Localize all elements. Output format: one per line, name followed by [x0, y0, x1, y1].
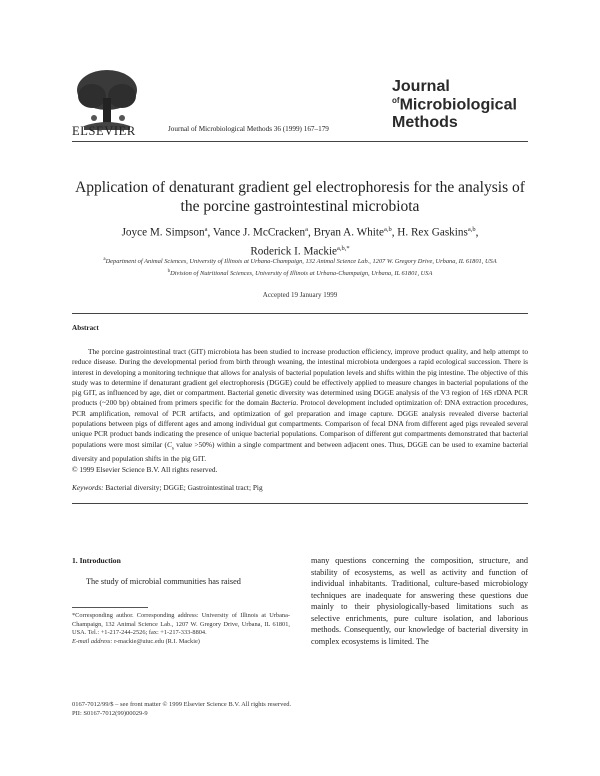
footer-pii: PII: S0167-7012(99)00029-9 [72, 710, 148, 717]
abstract-body: The porcine gastrointestinal tract (GIT) microbiota has been studied to increase production efficiency, improve product quality, and help attempt to reduce disease. During the developmental period from birth through weaning, the intestinal microbiota undergoes a rapid ecological succession. There is interest in developing a monitoring technique that allows for analysis of bacterial population levels and shifts within the pig intestine. The objective of this study was to determine if denaturant gradient gel electrophoresis (DGGE) could be effectively applied to measure changes in bacterial populations of the pig GIT, as influenced by age, diet or compartment. Bacterial genetic diversity was determined using DGGE analysis of the V3 region of 16S rDNA PCR products (~200 bp) obtained from primers specific for the domain Bacteria. Protocol development included optimization of: DNA extraction procedures, PCR amplification, removal of PCR artifacts, and optimization of gel preparation and image capture. DGGE analysis revealed diverse bacterial populations between pigs of different ages and among individual gut compartments. Comparison of fecal DNA from different aged pigs revealed several unique PCR product bands indicating the presence of unique bacterial populations. Comparison of different gut compartments demonstrated that bacterial populations were most similar ($C_s$ value >50%) within a single compartment and between adjacent ones. Thus, DGGE can be used to examine bacterial diversity and population shifts in the pig GIT. © 1999 Elsevier Science B.V. All rights reserved. [72, 347, 528, 474]
abstract-bottom-divider [72, 503, 528, 504]
page-footer [72, 700, 528, 718]
article-title: Application of denaturant gradient gel electrophoresis for the analysis of the porcine gastrointestinal microbiota [75, 179, 525, 215]
abstract-top-divider [72, 313, 528, 314]
accepted-date: Accepted 19 January 1999 [262, 291, 338, 299]
footnote-rule [72, 607, 148, 608]
journal-title-line1: Journal [392, 78, 450, 95]
intro-column-1: The study of microbial communities has raised [86, 577, 241, 586]
keywords: Keywords: Bacterial diversity; DGGE; Gastrointestinal tract; Pig [72, 483, 263, 492]
authors-line-1: Joyce M. Simpson$^a$, Vance J. McCracken$^a$, Bryan A. White$^{a,b}$, H. Rex Gaskins$^{a,b}$, [121, 226, 479, 239]
affiliation-b: $^b$Division of Nutritional Sciences, University of Illinois at Urbana-Champaign, Urbana, IL 61801, USA [167, 268, 433, 277]
intro-column-2: many questions concerning the composition, structure, and stability of ecosystems, as well as activity and function of individual inhabitants. Traditional, culture-based microbiology techniques are inadequate for answering these questions due mainly to their physiologically-based limitations such as selective enrichments, pure culture isolation, and laborious methods. Consequently, our knowledge of bacterial diversity in complex ecosystems is limited. The [311, 556, 528, 646]
publisher-name: ELSEVIER [72, 124, 136, 138]
journal-title-line2: $^{of}$Microbiological [392, 96, 517, 114]
footer-copyright: 0167-7012/99/$ – see front matter © 1999 Elsevier Science B.V. All rights reserved. [72, 701, 292, 708]
abstract-copyright: © 1999 Elsevier Science B.V. All rights reserved. [72, 464, 218, 474]
abstract-heading: Abstract [72, 324, 99, 332]
affiliations [72, 255, 528, 278]
corresponding-author-footnote: *Corresponding author. Corresponding address: University of Illinois at Urbana-Champaign, 132 Animal Science Lab., 1207 W. Gregory Drive, Urbana, IL 61801, USA. Tel.: +1-217-244-2526; fax: +1-217-333-8804. E-mail address: r-mackie@uiuc.edu (R.I. Mackie) [72, 612, 290, 645]
journal-title [392, 79, 517, 131]
section-heading-introduction: 1. Introduction [72, 556, 121, 565]
authors-line-2: Roderick I. Mackie$^{a,b,*}$ [250, 244, 350, 258]
journal-citation: Journal of Microbiological Methods 36 (1999) 167–179 [168, 125, 329, 133]
author-list [72, 222, 528, 259]
journal-title-line3: Methods [392, 114, 458, 132]
header-divider [72, 141, 528, 142]
elsevier-tree-logo [74, 68, 140, 132]
affiliation-a: $^a$Department of Animal Sciences, University of Illinois at Urbana-Champaign, 132 Animal Science Lab., 1207 W. Gregory Drive, Urbana, IL 61801, USA [103, 257, 497, 266]
